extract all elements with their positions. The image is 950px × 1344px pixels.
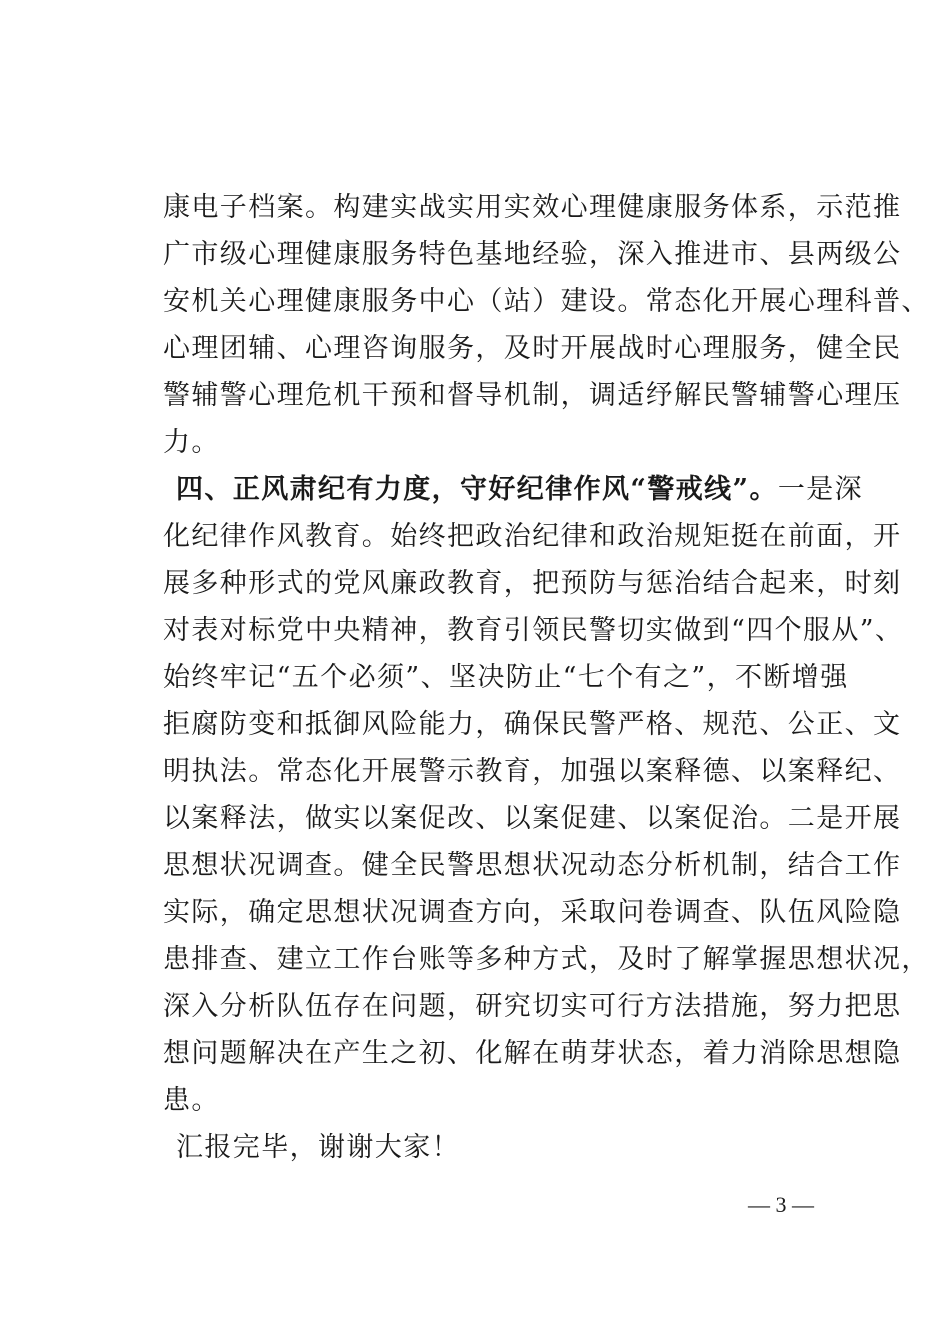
paragraph-line: 以案释法，做实以案促改、以案促建、以案促治。二是开展: [163, 803, 902, 834]
paragraph-line: 实际，确定思想状况调查方向，采取问卷调查、队伍风险隐: [163, 897, 902, 928]
paragraph-line: 想问题解决在产生之初、化解在萌芽状态，着力消除思想隐: [163, 1038, 902, 1069]
section-heading-tail: 一是深: [777, 474, 864, 505]
paragraph-line: 警辅警心理危机干预和督导机制，调适纾解民警辅警心理压: [163, 380, 902, 411]
paragraph-line: 安机关心理健康服务中心（站）建设。常态化开展心理科普、: [163, 286, 930, 317]
section-heading-line: [176, 473, 863, 507]
section-heading: 四、正风肃纪有力度，守好纪律作风“警戒线”。: [176, 474, 778, 505]
paragraph-line: 患。: [163, 1085, 220, 1116]
page-number: — 3 —: [748, 1192, 814, 1217]
paragraph-line: 展多种形式的党风廉政教育，把预防与惩治结合起来，时刻: [163, 568, 902, 599]
paragraph-line: 对表对标党中央精神，教育引领民警切实做到“四个服从”、: [163, 615, 904, 646]
paragraph-line: 深入分析队伍存在问题，研究切实可行方法措施，努力把思: [163, 991, 902, 1022]
paragraph-line: 心理团辅、心理咨询服务，及时开展战时心理服务，健全民: [163, 333, 902, 364]
paragraph-line: 患排查、建立工作台账等多种方式，及时了解掌握思想状况，: [163, 944, 930, 975]
paragraph-line: 明执法。常态化开展警示教育，加强以案释德、以案释纪、: [163, 756, 902, 787]
paragraph-line: 广市级心理健康服务特色基地经验，深入推进市、县两级公: [163, 239, 902, 270]
paragraph-line: 始终牢记“五个必须”、坚决防止“七个有之”，不断增强: [163, 662, 849, 693]
paragraph-line: 化纪律作风教育。始终把政治纪律和政治规矩挺在前面，开: [163, 521, 902, 552]
closing-remark: 汇报完毕，谢谢大家！: [176, 1132, 460, 1163]
paragraph-line: 拒腐防变和抵御风险能力，确保民警严格、规范、公正、文: [163, 709, 902, 740]
paragraph-line: 思想状况调查。健全民警思想状况动态分析机制，结合工作: [163, 850, 902, 881]
paragraph-line: 力。: [163, 427, 220, 458]
paragraph-line: 康电子档案。构建实战实用实效心理健康服务体系，示范推: [163, 192, 902, 223]
